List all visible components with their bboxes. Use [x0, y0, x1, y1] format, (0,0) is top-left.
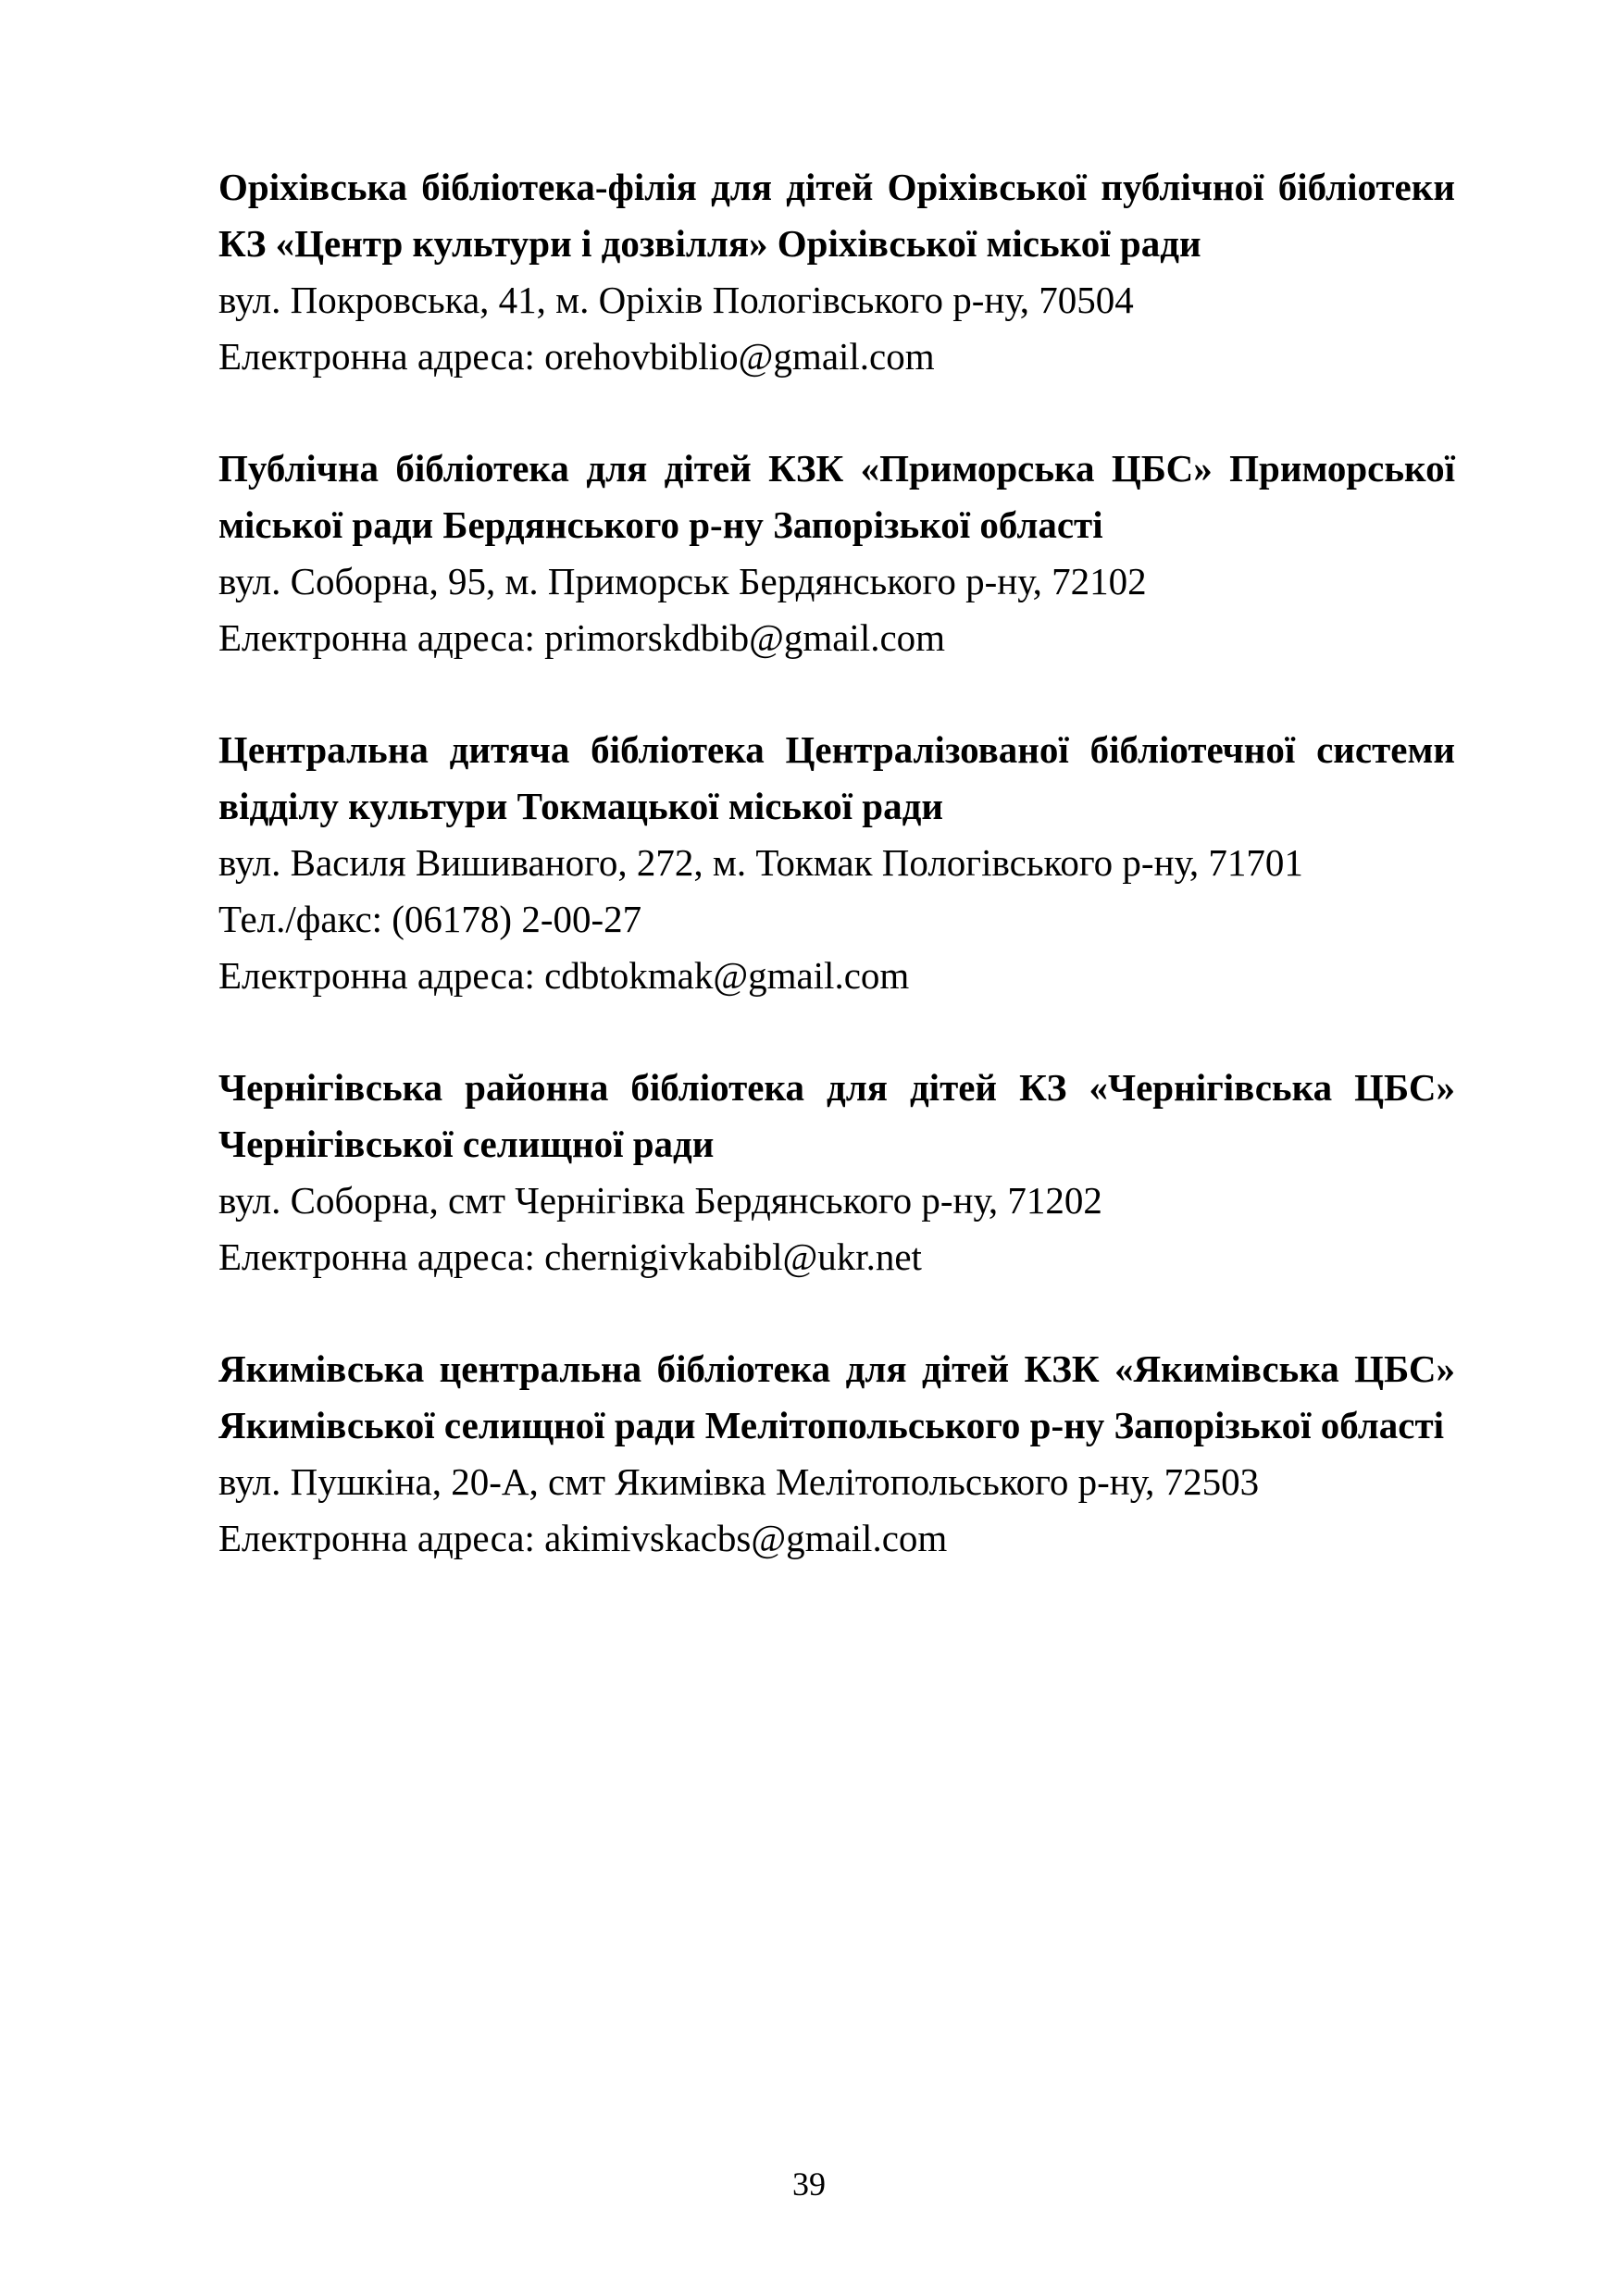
library-name: Публічна бібліотека для дітей КЗК «Приморська ЦБС» Приморської міської ради Бердянського р-ну Запорізької області: [218, 447, 1455, 546]
library-entry-chernihivka: [218, 1060, 1455, 1285]
document-page: [218, 159, 1455, 1622]
library-entry-prymorsk: [218, 441, 1455, 666]
library-entry-orikhiv: [218, 159, 1455, 385]
library-address: вул. Покровська, 41, м. Оріхів Пологівського р-ну, 70504: [218, 279, 1134, 321]
library-phone: Тел./факс: (06178) 2-00-27: [218, 898, 642, 940]
library-email: Електронна адреса: chernigivkabibl@ukr.net: [218, 1235, 922, 1278]
library-entry-yakymivka: [218, 1341, 1455, 1567]
library-email: Електронна адреса: orehovbiblio@gmail.com: [218, 335, 935, 378]
library-address: вул. Соборна, смт Чернігівка Бердянського р-ну, 71202: [218, 1179, 1102, 1222]
library-address: вул. Василя Вишиваного, 272, м. Токмак Пологівського р-ну, 71701: [218, 841, 1303, 884]
library-email: Електронна адреса: primorskdbib@gmail.com: [218, 616, 946, 659]
library-email: Електронна адреса: cdbtokmak@gmail.com: [218, 954, 910, 997]
library-name: Оріхівська бібліотека-філія для дітей Оріхівської публічної бібліотеки КЗ «Центр культури і дозвілля» Оріхівської міської ради: [218, 166, 1455, 265]
library-name: Центральна дитяча бібліотека Централізованої бібліотечної системи відділу культури Токмацької міської ради: [218, 728, 1455, 827]
library-email: Електронна адреса: akimivskacbs@gmail.com: [218, 1517, 948, 1559]
library-name: Якимівська центральна бібліотека для дітей КЗК «Якимівська ЦБС» Якимівської селищної ради Мелітопольського р-ну Запорізької області: [218, 1347, 1455, 1446]
library-address: вул. Пушкіна, 20-А, смт Якимівка Мелітопольського р-ну, 72503: [218, 1460, 1260, 1503]
library-entry-tokmak: [218, 722, 1455, 1004]
library-name: Чернігівська районна бібліотека для дітей КЗ «Чернігівська ЦБС» Чернігівської селищної ради: [218, 1066, 1455, 1165]
library-address: вул. Соборна, 95, м. Приморськ Бердянського р-ну, 72102: [218, 560, 1147, 602]
page-number: 39: [792, 2166, 826, 2203]
